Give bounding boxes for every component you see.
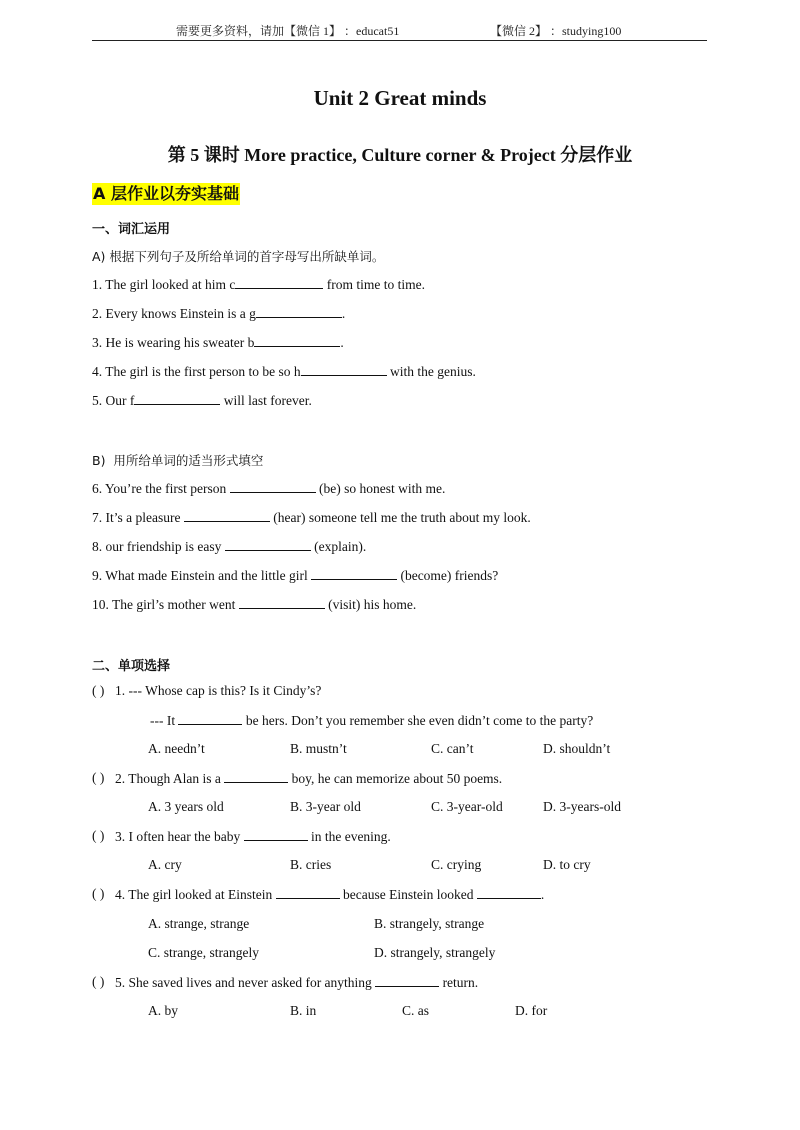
- option-b[interactable]: B. in: [290, 1003, 317, 1018]
- option-d[interactable]: D. strangely, strangely: [374, 945, 496, 960]
- item-text: (become) friends?: [397, 568, 499, 583]
- item-text: 4. The girl looked at Einstein: [115, 887, 276, 902]
- section1-heading: 一、词汇运用: [92, 222, 171, 237]
- item-text: 5. She saved lives and never asked for anything: [115, 975, 376, 990]
- item-text: 3. I often hear the baby: [115, 829, 244, 844]
- item-text: (be) so honest with me.: [315, 481, 446, 496]
- option-c[interactable]: C. 3-year-old: [431, 799, 503, 814]
- answer-paren[interactable]: ( ): [92, 828, 105, 843]
- answer-blank[interactable]: [254, 334, 340, 347]
- answer-paren[interactable]: ( ): [92, 974, 105, 989]
- answer-blank[interactable]: [230, 480, 316, 493]
- option-a[interactable]: A. needn’t: [148, 741, 205, 756]
- form-item-9: [92, 567, 498, 584]
- item-text: in the evening.: [307, 829, 391, 844]
- item-text: 6. You’re the first person: [92, 481, 230, 496]
- question-5-text: [115, 974, 478, 991]
- answer-blank[interactable]: [235, 276, 323, 289]
- option-d[interactable]: D. to cry: [543, 857, 591, 872]
- answer-blank[interactable]: [311, 567, 397, 580]
- answer-blank[interactable]: [225, 538, 311, 551]
- item-text: 8. our friendship is easy: [92, 539, 225, 554]
- item-text: 1. The girl looked at him c: [92, 277, 236, 292]
- item-text: 9. What made Einstein and the little girl: [92, 568, 312, 583]
- item-text: 4. The girl is the first person to be so h: [92, 364, 301, 379]
- question-4-text: [115, 886, 544, 903]
- option-d[interactable]: D. for: [515, 1003, 548, 1018]
- form-item-10: [92, 596, 416, 613]
- vocab-item-5: [92, 392, 312, 409]
- question-3-text: [115, 828, 391, 845]
- form-item-7: [92, 509, 531, 526]
- vocab-item-1: [92, 276, 425, 293]
- option-c[interactable]: C. as: [402, 1003, 429, 1018]
- question-1-text: 1. --- Whose cap is this? Is it Cindy’s?: [115, 683, 322, 698]
- item-text: 10. The girl’s mother went: [92, 597, 239, 612]
- item-text: (hear) someone tell me the truth about my look.: [269, 510, 531, 525]
- option-b[interactable]: B. mustn’t: [290, 741, 347, 756]
- option-c[interactable]: C. strange, strangely: [148, 945, 259, 960]
- item-text: 7. It’s a pleasure: [92, 510, 184, 525]
- answer-paren[interactable]: ( ): [92, 886, 105, 901]
- answer-blank: [224, 770, 288, 783]
- option-d[interactable]: D. 3-years-old: [543, 799, 621, 814]
- answer-blank[interactable]: [134, 392, 220, 405]
- header-contact-2: 【微信 2】 ：studying100: [490, 24, 622, 38]
- answer-blank: [276, 886, 340, 899]
- item-text: 2. Though Alan is a: [115, 771, 225, 786]
- option-b[interactable]: B. strangely, strange: [374, 916, 485, 931]
- item-text: (visit) his home.: [324, 597, 417, 612]
- question-2-text: [115, 770, 502, 787]
- vocab-item-2: [92, 305, 345, 322]
- question-1-text-2: [150, 712, 593, 729]
- option-a[interactable]: A. strange, strange: [148, 916, 250, 931]
- item-text: from time to time.: [323, 277, 425, 292]
- part-a-instruction: A) 根据下列句子及所给单词的首字母写出所缺单词。: [92, 249, 385, 264]
- item-text: 5. Our f: [92, 393, 135, 408]
- option-d[interactable]: D. shouldn’t: [543, 741, 611, 756]
- answer-blank: [178, 712, 242, 725]
- part-b-instruction: B) 用所给单词的适当形式填空: [92, 453, 264, 468]
- item-text: .: [341, 306, 346, 321]
- section2-heading: 二、单项选择: [92, 659, 171, 674]
- answer-paren[interactable]: ( ): [92, 770, 105, 785]
- option-a[interactable]: A. 3 years old: [148, 799, 224, 814]
- form-item-8: [92, 538, 366, 555]
- option-a[interactable]: A. by: [148, 1003, 178, 1018]
- item-text: boy, he can memorize about 50 poems.: [288, 771, 503, 786]
- option-c[interactable]: C. can’t: [431, 741, 474, 756]
- option-a[interactable]: A. cry: [148, 857, 182, 872]
- item-text: will last forever.: [220, 393, 312, 408]
- answer-blank: [375, 974, 439, 987]
- answer-paren[interactable]: ( ): [92, 683, 105, 698]
- answer-blank[interactable]: [239, 596, 325, 609]
- item-text: (explain).: [310, 539, 367, 554]
- page-subtitle: 第 5 课时 More practice, Culture corner & Project 分层作业: [167, 145, 633, 165]
- option-c[interactable]: C. crying: [431, 857, 482, 872]
- vocab-item-3: [92, 334, 344, 351]
- page-title: Unit 2 Great minds: [313, 86, 487, 110]
- item-text: because Einstein looked: [339, 887, 477, 902]
- option-b[interactable]: B. 3-year old: [290, 799, 361, 814]
- answer-blank[interactable]: [184, 509, 270, 522]
- header-contact-1: 需要更多资料，请加【微信 1】 ：educat51: [176, 24, 400, 38]
- item-text: return.: [439, 975, 479, 990]
- item-text: 2. Every knows Einstein is a g: [92, 306, 256, 321]
- page-header: [92, 22, 707, 41]
- answer-blank[interactable]: [256, 305, 342, 318]
- item-text: be hers. Don’t you remember she even didn’t come to the party?: [242, 713, 594, 728]
- layer-a-heading: A 层作业以夯实基础: [93, 184, 239, 203]
- form-item-6: [92, 480, 445, 497]
- item-text: .: [340, 335, 344, 350]
- item-text: --- It: [150, 713, 179, 728]
- answer-blank: [244, 828, 308, 841]
- answer-blank[interactable]: [301, 363, 387, 376]
- option-b[interactable]: B. cries: [290, 857, 332, 872]
- item-text: 3. He is wearing his sweater b: [92, 335, 255, 350]
- item-text: .: [540, 887, 545, 902]
- vocab-item-4: [92, 363, 476, 380]
- answer-blank: [477, 886, 541, 899]
- item-text: with the genius.: [386, 364, 476, 379]
